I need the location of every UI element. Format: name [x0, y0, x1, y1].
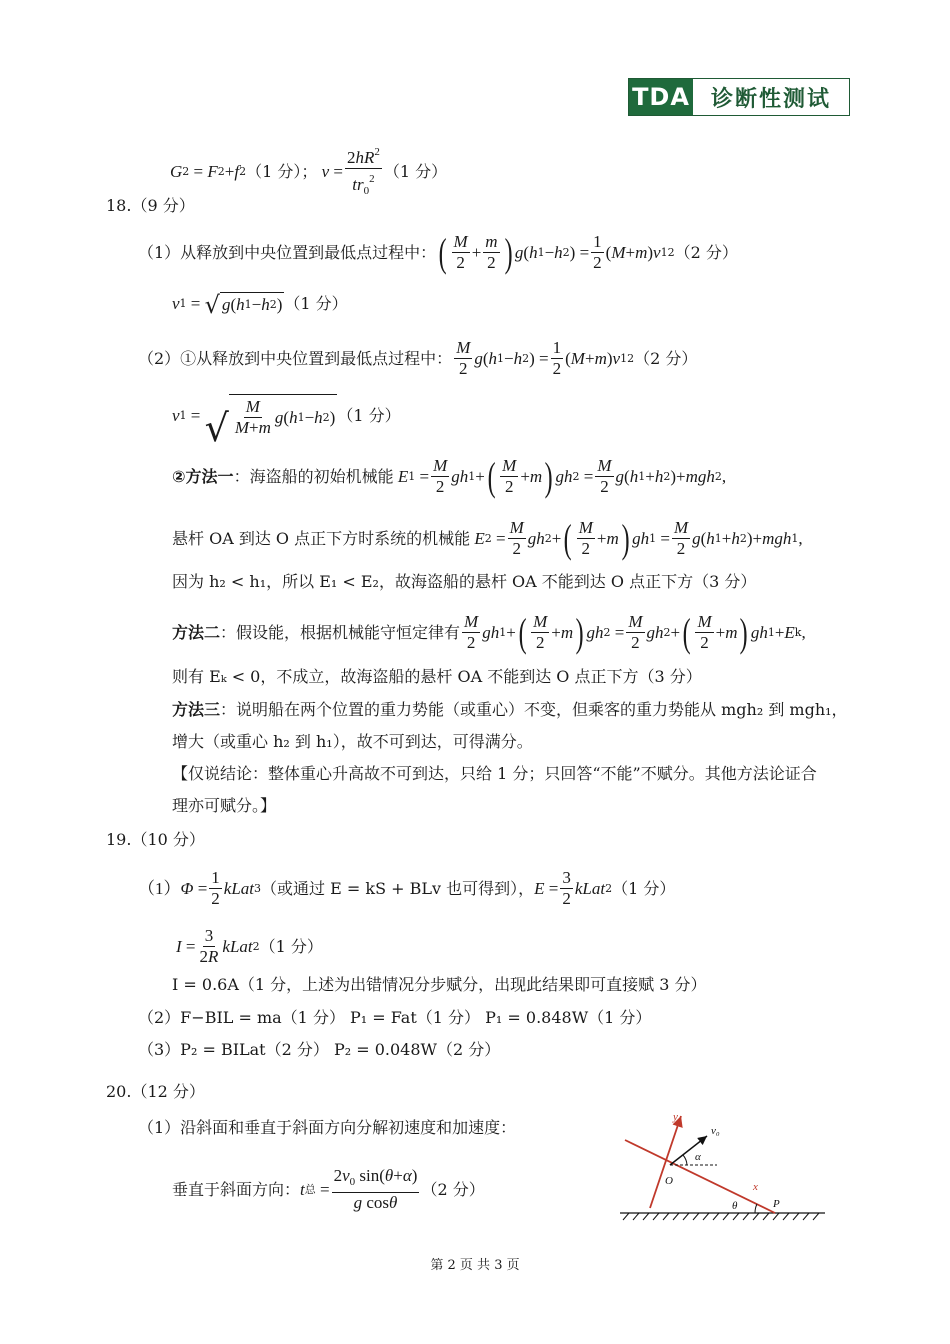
- q19-part2: （2）F−BIL = ma（1 分） P₁ = Fat（1 分） P₁ = 0.848W（1 分）: [138, 1008, 652, 1027]
- hang-energy-text: 悬杆 OA 到达 O 点正下方时系统的机械能: [172, 528, 471, 548]
- label-x: x: [753, 1181, 758, 1193]
- method1-label: ②方法一: [172, 466, 234, 486]
- q19-current-pts: （1 分）: [259, 936, 323, 956]
- q19-part1-pts: （1 分）: [612, 878, 676, 898]
- q18-v1-b: v 1 = √ $\frac{M}{M+m}$ g ( h 1 − h 2 ) （1 分）: [172, 394, 401, 438]
- v0-arrow: [670, 1136, 707, 1165]
- logo-title: 诊断性测试: [710, 86, 831, 112]
- q20-perp-pts: （2 分）: [421, 1179, 485, 1199]
- method1-text: ：海盗船的初始机械能: [233, 466, 394, 486]
- label-y: y: [673, 1111, 678, 1123]
- method2: 方法二 ：假设能，根据机械能守恒定律有 $\frac{M}{2}$ gh 1 + ( $\frac{M}{2}$ + m ) gh 2 = $\frac{M}{2}$ gh 2 + ( $\frac{M}{2}$ + m ) gh 1 + E k ,: [172, 609, 806, 655]
- q18-part1-lead: （1）从释放到中央位置到最低点过程中：: [138, 242, 437, 262]
- q19-part1: （1） Φ = $\frac{1}{2}$ kLat 3 （或通过 E = kS + BLv 也可得到）， E = $\frac{3}{2}$ kLat 2 （1 分）: [138, 868, 676, 908]
- q18-part2-lead: （2）①从释放到中央位置到最低点过程中：: [138, 348, 453, 368]
- ground-hatch: [623, 1213, 819, 1220]
- q19-heading: 19.（10 分）: [106, 830, 205, 849]
- label-theta: θ: [732, 1200, 738, 1212]
- line-g2-pts: （1 分）；: [246, 161, 318, 181]
- q19-i-result: I = 0.6A（1 分，上述为出错情况分步赋分，出现此结果即可直接赋 3 分）: [172, 975, 707, 994]
- incline-diagram: [615, 1108, 830, 1223]
- q19-part1-mid: （或通过 E = kS + BLv 也可得到），: [261, 878, 535, 898]
- line-g2: G 2 = F 2 + f 2 （1 分）； v = $\frac{2hR^2}{tr_0^2}$ （1 分）: [170, 142, 447, 201]
- y-axis-line: [650, 1116, 681, 1208]
- q20-perp: 垂直于斜面方向： t 总 = $\frac{2v_0 \sin(\theta+\alpha)}{\text{g cosθ}}$ （2 分）: [172, 1166, 485, 1212]
- logo-brand: TDA: [629, 79, 693, 115]
- q19-current: I = $\frac{3}{2R}$ kLat 2 （1 分）: [176, 926, 323, 966]
- q18-part1-pts: （2 分）: [674, 242, 738, 262]
- page-footer: 第 2 页 共 3 页: [430, 1258, 520, 1273]
- method1: ②方法一 ：海盗船的初始机械能 E 1 = $\frac{M}{2}$ gh 1 + ( $\frac{M}{2}$ + m ) gh 2 = $\frac{M}{2}$ g ( h 1 + h 2 )+ mgh 2 ,: [172, 453, 727, 499]
- label-alpha: α: [695, 1151, 701, 1163]
- method3: [172, 700, 848, 720]
- q18-v1-b-pts: （1 分）: [337, 406, 401, 425]
- q18-part2: （2）①从释放到中央位置到最低点过程中： $\frac{M}{2}$ g ( h 1 − h 2 ) = $\frac{1}{2}$ ( M + m ) v 1 2 （2 分）: [138, 338, 698, 378]
- because-line: 因为 h₂ < h₁，所以 E₁ < E₂，故海盗船的悬杆 OA 不能到达 O 点正下方（3 分）: [172, 572, 757, 591]
- label-O: O: [665, 1175, 673, 1187]
- method3-cont: 增大（或重心 h₂ 到 h₁），故不可到达，可得满分。: [172, 732, 533, 751]
- method3-text: ：说明船在两个位置的重力势能（或重心）不变，但乘客的重力势能从 mgh₂ 到 mgh₁，: [220, 700, 848, 719]
- q20-part1: （1）沿斜面和垂直于斜面方向分解初速度和加速度：: [138, 1118, 517, 1137]
- then-line: 则有 Eₖ < 0，不成立，故海盗船的悬杆 OA 不能到达 O 点正下方（3 分）: [172, 667, 702, 686]
- theta-arc: [755, 1204, 757, 1213]
- q20-heading: 20.（12 分）: [106, 1082, 205, 1101]
- hang-energy: 悬杆 OA 到达 O 点正下方时系统的机械能 E 2 = $\frac{M}{2}$ gh 2 + ( $\frac{M}{2}$ + m ) gh 1 = $\frac{M}{2}$ g ( h 1 + h 2 )+ mgh 1 ,: [172, 515, 803, 561]
- method2-text: ：假设能，根据机械能守恒定律有: [220, 622, 461, 642]
- q20-perp-lead: 垂直于斜面方向：: [172, 1179, 301, 1199]
- method2-label: 方法二: [172, 622, 221, 642]
- line-v-pts: （1 分）: [383, 161, 448, 181]
- note-line1: 【仅说结论：整体重心升高故不可到达，只给 1 分；只回答“不能”不赋分。其他方法论证合: [172, 764, 817, 783]
- q18-heading: 18.（9 分）: [106, 196, 195, 215]
- q18-v1-a: v 1 = √ g ( h 1 − h 2 ) （1 分）: [172, 291, 348, 319]
- q18-v1-a-pts: （1 分）: [284, 293, 348, 313]
- label-v0: v₀: [711, 1125, 720, 1137]
- tda-logo: [628, 78, 850, 116]
- note-line2: 理亦可赋分。】: [172, 796, 277, 815]
- method3-label: 方法三: [172, 700, 221, 719]
- label-P: P: [773, 1198, 780, 1210]
- q18-part2-pts: （2 分）: [634, 348, 698, 368]
- q19-part3: （3）P₂ = BILat（2 分） P₂ = 0.048W（2 分）: [138, 1040, 501, 1059]
- q18-part1: （1）从释放到中央位置到最低点过程中： ( $\frac{M}{2}$ + $\frac{m}{2}$ ) g ( h 1 − h 2 ) = $\frac{1}{2}$ ( M + m ) v 1 2 （2 分）: [138, 229, 738, 275]
- alpha-arc: [683, 1155, 687, 1165]
